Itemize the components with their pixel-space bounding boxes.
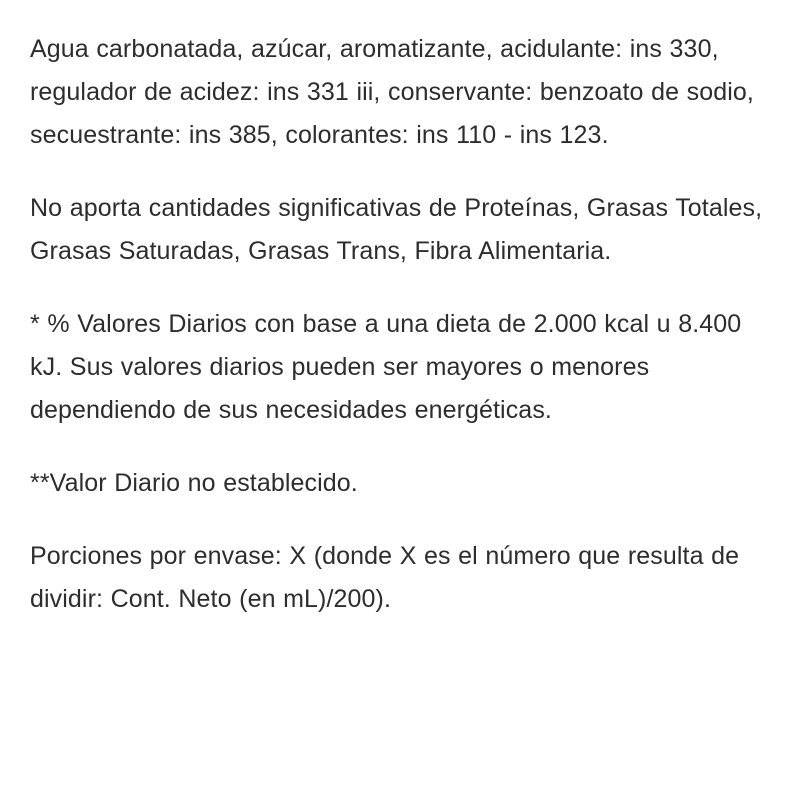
servings-per-container-note: Porciones por envase: X (donde X es el número que resulta de dividir: Cont. Neto (en mL)/200). [30,542,740,613]
no-daily-value-footnote: **Valor Diario no establecido. [30,469,358,497]
nutrition-note-paragraph: No aporta cantidades significativas de Proteínas, Grasas Totales, Grasas Saturadas, Grasas Trans, Fibra Alimentaria. [30,194,763,265]
ingredients-paragraph: Agua carbonatada, azúcar, aromatizante, acidulante: ins 330, regulador de acidez: ins 331 iii, conservante: benzoato de sodio, secuestrante: ins 385, colorantes: ins 110 - ins 123. [30,35,754,149]
daily-values-footnote: * % Valores Diarios con base a una dieta de 2.000 kcal u 8.400 kJ. Sus valores diarios pueden ser mayores o menores dependiendo de sus necesidades energéticas. [30,310,742,424]
